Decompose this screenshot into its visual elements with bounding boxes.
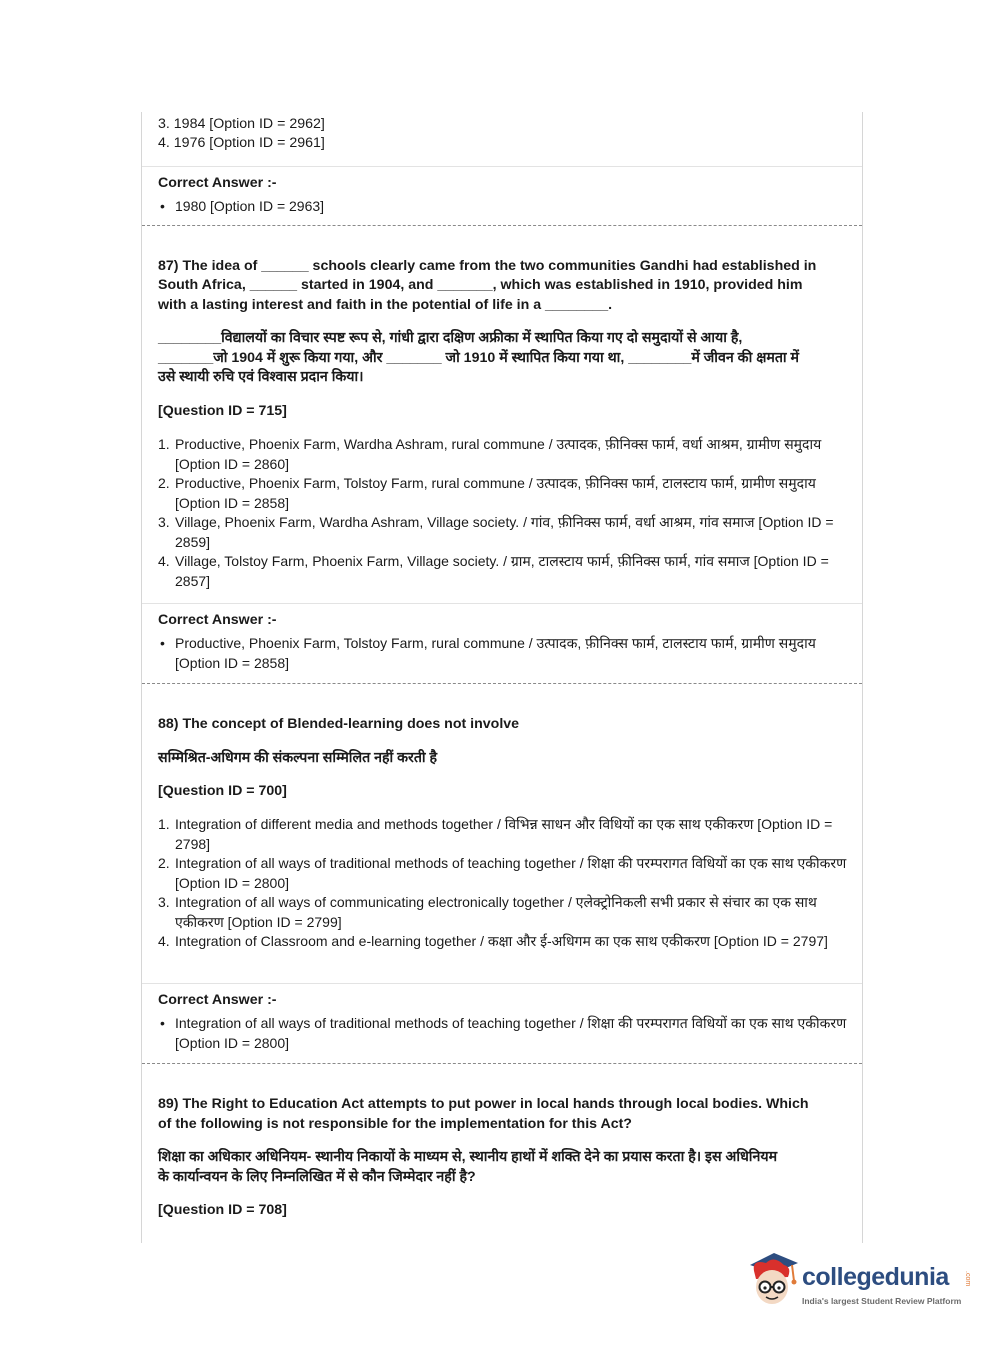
question-87-en-line-3: with a lasting interest and faith in the potential of life in a ________. — [158, 297, 613, 313]
logo-domain: .com — [964, 1271, 971, 1287]
option-text: Integration of different media and methods together / विभिन्न साधन और विधियों का एक साथ एकीकरण [Option ID = 2798] — [175, 816, 833, 852]
question-88-en: 88) The concept of Blended-learning does not involve — [158, 716, 520, 732]
question-87-hi-line-3: उसे स्थायी रुचि एवं विश्वास प्रदान किया। — [158, 369, 364, 385]
question-87-id: [Question ID = 715] — [158, 403, 287, 419]
section-divider — [142, 983, 862, 984]
document-page — [141, 112, 863, 1243]
question-87-hi-line-2: _______जो 1904 में शुरू किया गया, और _______ जो 1910 में स्थापित किया गया था, ________में जीवन की क्षमता में — [158, 350, 800, 366]
collegedunia-logo — [744, 1251, 974, 1311]
correct-answer — [158, 634, 848, 673]
option-number: 4. — [158, 553, 170, 569]
question-87-option-2 — [158, 474, 848, 513]
question-88-id: [Question ID = 700] — [158, 783, 287, 799]
mascot-icon — [744, 1251, 800, 1309]
logo-tagline: India's largest Student Review Platform — [802, 1296, 962, 1306]
question-89-en-line-2: of the following is not responsible for the implementation for this Act? — [158, 1116, 632, 1132]
option-text: 1976 [Option ID = 2961] — [173, 135, 325, 151]
question-89-hi-line-1: शिक्षा का अधिकार अधिनियम- स्थानीय निकायों के माध्यम से, स्थानीय हाथों में शक्ति देने का प्रयास करता है। इस अधिनियम — [158, 1149, 778, 1165]
option-text: Integration of all ways of communicating electronically together / एलेक्ट्रोनिकली सभी प्रकार से संचार का एक साथ एकीकरण [Option ID = 2799] — [175, 894, 817, 930]
option-number: 1. — [158, 816, 170, 832]
correct-answer-label: Correct Answer :- — [158, 992, 277, 1008]
option-number: 1. — [158, 436, 170, 452]
option-text: 1984 [Option ID = 2962] — [173, 116, 325, 132]
question-87-en-line-1: 87) The idea of ______ schools clearly came from the two communities Gandhi had established in — [158, 258, 817, 274]
correct-answer-text: 1980 [Option ID = 2963] — [175, 198, 325, 214]
question-88-option-4 — [158, 932, 848, 952]
question-87-option-1 — [158, 435, 848, 474]
question-divider — [142, 225, 862, 226]
option-3 — [158, 115, 848, 135]
question-divider — [142, 683, 862, 684]
option-text: Productive, Phoenix Farm, Tolstoy Farm, rural commune / उत्पादक, फ़ीनिक्स फार्म, टालस्टाय फार्म, ग्रामीण समुदाय [Option ID = 2858] — [175, 475, 816, 511]
option-number: 3. — [158, 894, 170, 910]
bullet-icon: • — [160, 635, 165, 651]
option-number: 4. — [158, 135, 170, 151]
option-number: 3. — [158, 514, 170, 530]
section-divider — [142, 166, 862, 167]
question-89-en-line-1: 89) The Right to Education Act attempts to put power in local hands through local bodies. Which — [158, 1096, 809, 1112]
question-87-option-3 — [158, 513, 848, 552]
logo-wordmark: collegedunia — [802, 1263, 949, 1291]
correct-answer-text: Productive, Phoenix Farm, Tolstoy Farm, rural commune / उत्पादक, फ़ीनिक्स फार्म, टालस्टाय फार्म, ग्रामीण समुदाय [Option ID = 2858] — [175, 635, 816, 671]
option-text: Productive, Phoenix Farm, Wardha Ashram, rural commune / उत्पादक, फ़ीनिक्स फार्म, वर्धा आश्रम, ग्रामीण समुदाय [Option ID = 2860] — [175, 436, 822, 472]
option-4 — [158, 134, 848, 154]
question-88-option-1 — [158, 815, 848, 854]
section-divider — [142, 603, 862, 604]
option-number: 4. — [158, 933, 170, 949]
correct-answer — [158, 1014, 848, 1053]
question-89-hi-line-2: के कार्यान्वयन के लिए निम्नलिखित में से कौन जिम्मेदार नहीं है? — [158, 1169, 476, 1185]
correct-answer-text: Integration of all ways of traditional methods of teaching together / शिक्षा की परम्परागत विधियों का एक साथ एकीकरण [Option ID = 2800] — [175, 1015, 847, 1051]
question-88-option-2 — [158, 854, 848, 893]
question-89-id: [Question ID = 708] — [158, 1202, 287, 1218]
option-number: 2. — [158, 855, 170, 871]
correct-answer-label: Correct Answer :- — [158, 175, 277, 191]
bullet-icon: • — [160, 198, 165, 214]
question-88-hi: सम्मिश्रित-अधिगम की संकल्पना सम्मिलित नहीं करती है — [158, 750, 438, 766]
correct-answer-label: Correct Answer :- — [158, 612, 277, 628]
option-text: Integration of all ways of traditional methods of teaching together / शिक्षा की परम्परागत विधियों का एक साथ एकीकरण [Option ID = 2800] — [175, 855, 847, 891]
bullet-icon: • — [160, 1015, 165, 1031]
question-88-option-3 — [158, 893, 848, 932]
question-87-option-4 — [158, 552, 848, 591]
option-number: 3. — [158, 116, 170, 132]
option-text: Integration of Classroom and e-learning together / कक्षा और ई-अधिगम का एक साथ एकीकरण [Option ID = 2797] — [175, 933, 828, 949]
correct-answer — [158, 197, 848, 217]
question-87-en-line-2: South Africa, ______ started in 1904, and _______, which was established in 1910, provided him — [158, 277, 803, 293]
question-divider — [142, 1063, 862, 1064]
question-87-hi-line-1: ________विद्यालयों का विचार स्पष्ट रूप से, गांधी द्वारा दक्षिण अफ्रीका में स्थापित किया गए दो समुदायों से आया है, — [158, 330, 743, 346]
option-text: Village, Tolstoy Farm, Phoenix Farm, Village society. / ग्राम, टालस्टाय फार्म, फ़ीनिक्स फार्म, गांव समाज [Option ID = 2857] — [175, 553, 829, 589]
option-number: 2. — [158, 475, 170, 491]
option-text: Village, Phoenix Farm, Wardha Ashram, Village society. / गांव, फ़ीनिक्स फार्म, वर्धा आश्रम, गांव समाज [Option ID = 2859] — [175, 514, 834, 550]
